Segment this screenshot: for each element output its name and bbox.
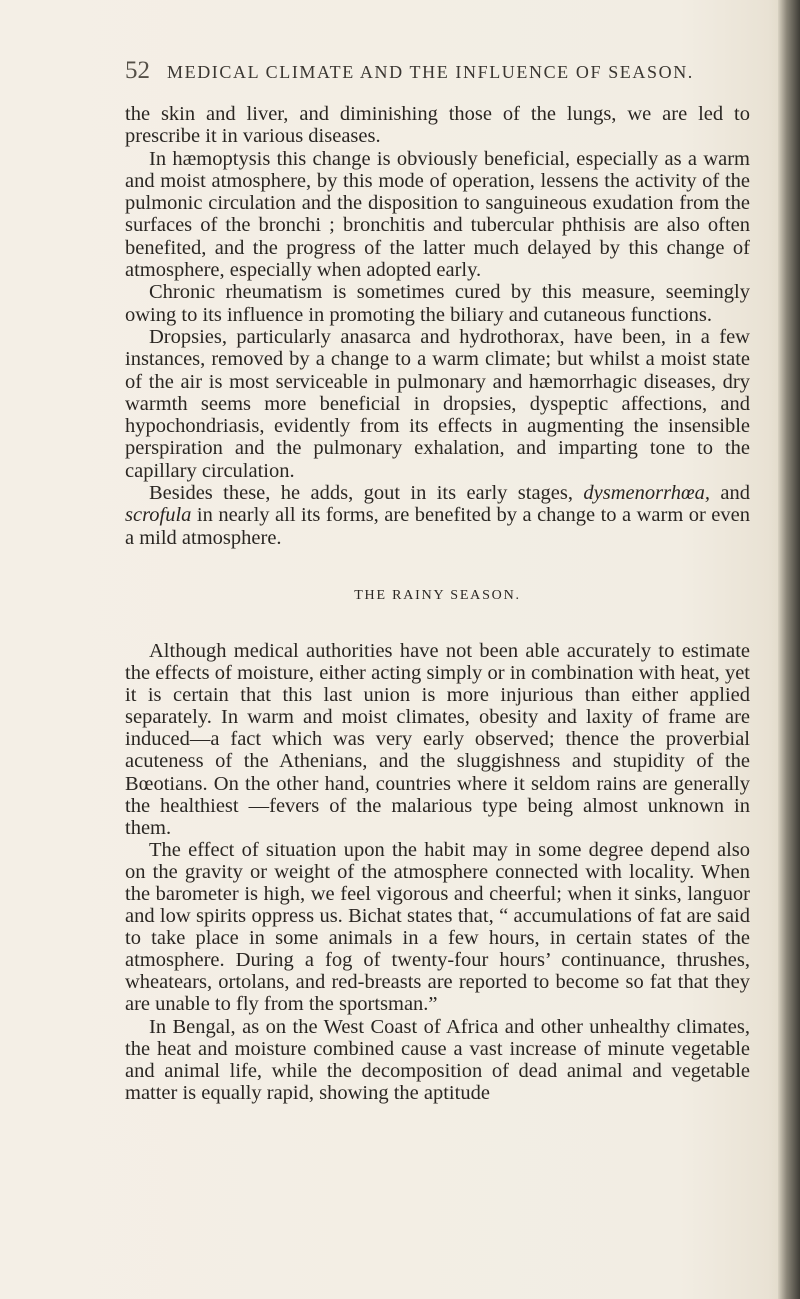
paragraph-moisture: Although medical authorities have not been able accurately to estimate the effects of moisture, either acting simply or in combination with heat, yet it is certain that this last union is more injurious than either applied separately. In warm and moist climates, obesity and laxity of frame are induced—a fact which was very early observed; thence the proverbial acuteness of the Athenians, and the sluggishness and stupidity of the Bœotians. On the other hand, countries where it seldom rains are generally the healthiest —fevers of the malarious type being almost unknown in them. (125, 639, 750, 839)
paragraph-continuation: the skin and liver, and diminishing those of the lungs, we are led to prescribe it in various diseases. (125, 103, 750, 148)
paragraph-rheumatism: Chronic rheumatism is sometimes cured by this measure, seemingly owing to its influence in promoting the biliary and cutaneous functions. (125, 281, 750, 326)
page-edge-shadow (778, 0, 800, 1299)
body-text (125, 103, 750, 1104)
section-heading: THE RAINY SEASON. (354, 587, 521, 603)
gout-text-end: in nearly all its forms, are benefited by a change to a warm or even a mild atmosphere. (125, 504, 750, 549)
gout-text-start: Besides these, he adds, gout in its early stages, (149, 482, 584, 505)
paragraph-barometer: The effect of situation upon the habit may in some degree depend also on the gravity or weight of the atmosphere connected with locality. When the barometer is high, we feel vigorous and cheerful; when it sinks, languor and low spirits oppress us. Bichat states that, “ accumulations of fat are said to take place in some animals in a few hours, in certain states of the atmosphere. During a fog of twenty-four hours’ continuance, thrushes, wheatears, ortolans, and red-breasts are reported to become so fat that they are unable to fly from the sportsman.” (125, 838, 750, 1016)
paragraph-bengal: In Bengal, as on the West Coast of Africa and other unhealthy climates, the heat and moisture combined cause a vast increase of minute vegetable and animal life, while the decomposition of dead animal and vegetable matter is equally rapid, showing the aptitude (125, 1015, 750, 1104)
paragraph-dropsies: Dropsies, particularly anasarca and hydrothorax, have been, in a few instances, removed by a change to a warm climate; but whilst a moist state of the air is most serviceable in pulmonary and hæmorrhagic diseases, dry warmth seems more beneficial in dropsies, dyspeptic affections, and hypochondriasis, evidently from its effects in augmenting the insensible perspiration and the pulmonary exhalation, and imparting tone to the capillary circulation. (125, 325, 750, 482)
gout-text-mid: and (710, 482, 750, 505)
running-head: MEDICAL CLIMATE AND THE INFLUENCE OF SEASON. (167, 62, 694, 82)
italic-dysmenorrhoea: dysmenorrhœa, (583, 482, 711, 505)
paragraph-haemoptysis: In hæmoptysis this change is obviously beneficial, especially as a warm and moist atmosphere, by this mode of operation, lessens the activity of the pulmonic circulation and the disposition to sanguineous exudation from the surfaces of the bronchi ; bronchitis and tubercular phthisis are also often benefited, and the progress of the latter much delayed by this change of atmosphere, especially when adopted early. (125, 147, 750, 282)
paragraph-gout (125, 482, 750, 549)
page-number: 52 (125, 57, 150, 84)
page-header (125, 56, 725, 86)
rainy-season-section (125, 640, 750, 1104)
italic-scrofula: scrofula (125, 504, 192, 527)
